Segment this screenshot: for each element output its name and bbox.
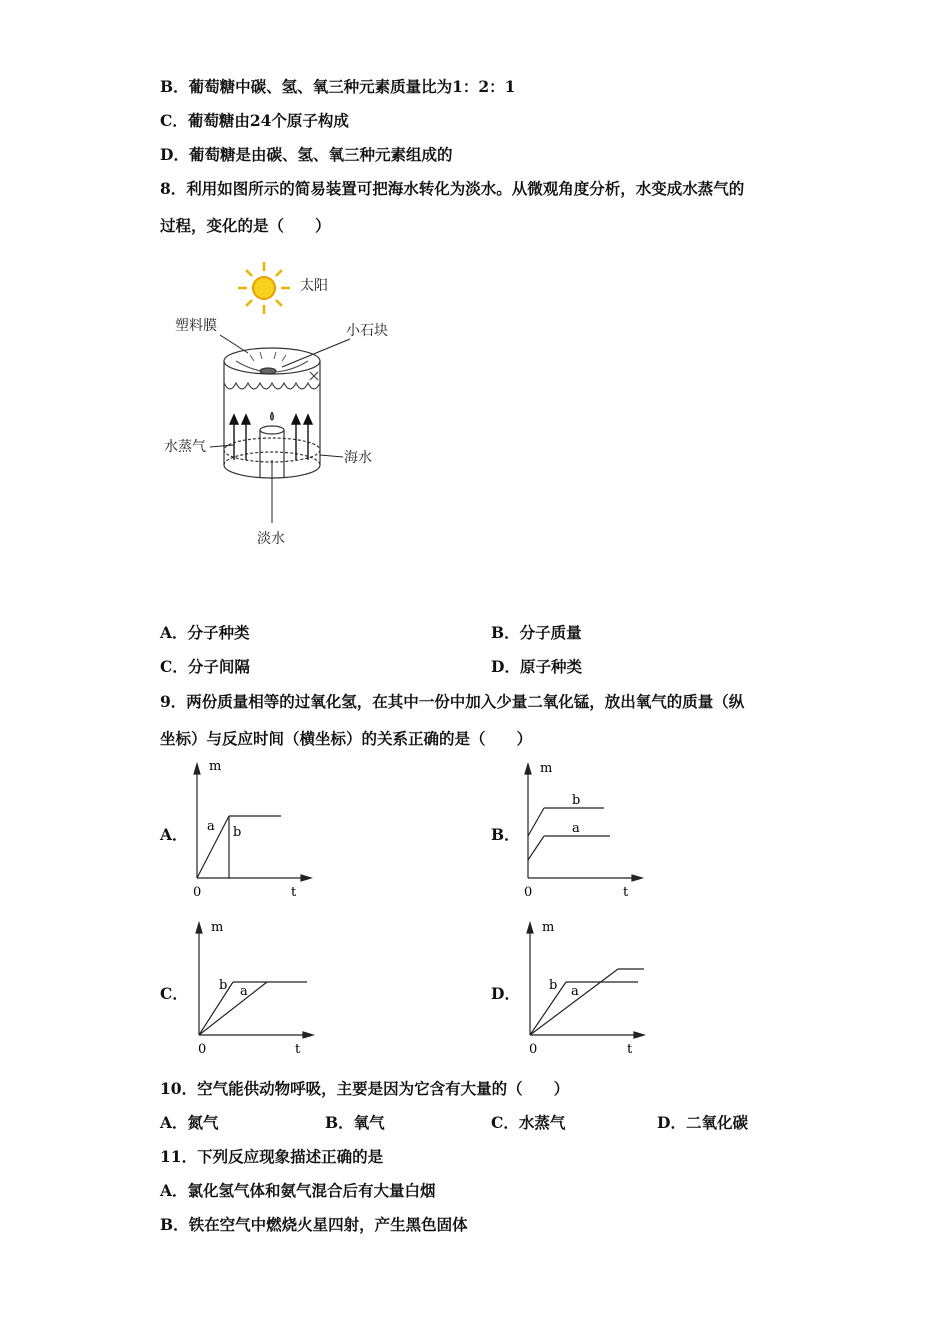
q8-option-d: D．原子种类 — [491, 657, 582, 676]
label-vapor: 水蒸气 — [164, 439, 206, 455]
graph-c-xlabel: t — [295, 1042, 301, 1057]
vapor-arrows — [230, 415, 312, 460]
q7-option-d: D．葡萄糖是由碳、氢、氧三种元素组成的 — [160, 145, 453, 164]
q9-graph-c — [187, 917, 317, 1062]
graph-a-origin: 0 — [193, 885, 202, 900]
graph-b-xlabel: t — [623, 885, 629, 900]
q8-option-a: A．分子种类 — [160, 623, 250, 642]
graph-b-label-a: a — [572, 821, 580, 836]
q11-stem: 11．下列反应现象描述正确的是 — [160, 1147, 384, 1166]
graph-c-label-b: b — [219, 978, 228, 993]
q10-option-d: D．二氧化碳 — [657, 1113, 748, 1132]
q8-option-b: B．分子质量 — [491, 623, 582, 642]
q10-stem: 10．空气能供动物呼吸，主要是因为它含有大量的（ ） — [160, 1079, 570, 1098]
graph-d-origin: 0 — [529, 1042, 538, 1057]
label-seawater: 海水 — [344, 450, 372, 466]
graph-b-label-b: b — [572, 793, 581, 808]
q9-graph-b-letter: B． — [491, 825, 520, 844]
q9-graph-d-letter: D． — [491, 984, 520, 1003]
q11-option-b: B．铁在空气中燃烧火星四射，产生黑色固体 — [160, 1215, 468, 1234]
graph-b-ylabel: m — [540, 761, 553, 776]
q10-option-c: C．水蒸气 — [491, 1113, 566, 1132]
q9-graph-d — [518, 917, 650, 1062]
graph-c-origin: 0 — [198, 1042, 207, 1057]
label-stone: 小石块 — [346, 323, 388, 339]
graph-d-ylabel: m — [542, 920, 555, 935]
q10-option-a: A．氮气 — [160, 1113, 219, 1132]
q9-stem-line1: 9．两份质量相等的过氧化氢，在其中一份中加入少量二氧化锰，放出氧气的质量（纵 — [160, 692, 745, 711]
q8-stem-line2: 过程，变化的是（ ） — [160, 216, 331, 235]
graph-b-origin: 0 — [524, 885, 533, 900]
q9-graph-b — [516, 758, 646, 903]
q9-graph-c-letter: C． — [160, 984, 188, 1003]
graph-c-label-a: a — [240, 984, 248, 999]
label-sun: 太阳 — [300, 278, 328, 294]
q9-graph-a-letter: A． — [160, 825, 188, 844]
graph-a-label-a: a — [207, 819, 215, 834]
graph-d-label-b: b — [549, 978, 558, 993]
q11-option-a: A．氯化氢气体和氨气混合后有大量白烟 — [160, 1181, 436, 1200]
q9-stem-line2: 坐标）与反应时间（横坐标）的关系正确的是（ ） — [160, 729, 533, 748]
graph-c-ylabel: m — [211, 920, 224, 935]
graph-d-label-a: a — [571, 984, 579, 999]
graph-a-label-b: b — [233, 825, 242, 840]
q8-stem-line1: 8．利用如图所示的简易装置可把海水转化为淡水。从微观角度分析，水变成水蒸气的 — [160, 179, 745, 198]
sun-icon — [238, 262, 290, 314]
graph-a-ylabel: m — [209, 759, 222, 774]
q9-graph-a — [185, 758, 315, 903]
q10-option-b: B．氧气 — [325, 1113, 385, 1132]
graph-d-xlabel: t — [627, 1042, 633, 1057]
q7-option-c: C．葡萄糖由24个原子构成 — [160, 111, 349, 130]
graph-a-xlabel: t — [291, 885, 297, 900]
q7-option-b: B．葡萄糖中碳、氢、氧三种元素质量比为1：2：1 — [160, 77, 516, 96]
label-film: 塑料膜 — [175, 318, 217, 334]
desalination-apparatus-figure — [150, 255, 450, 555]
container-cylinder — [224, 348, 320, 478]
q8-option-c: C．分子间隔 — [160, 657, 250, 676]
label-freshwater: 淡水 — [257, 531, 285, 547]
